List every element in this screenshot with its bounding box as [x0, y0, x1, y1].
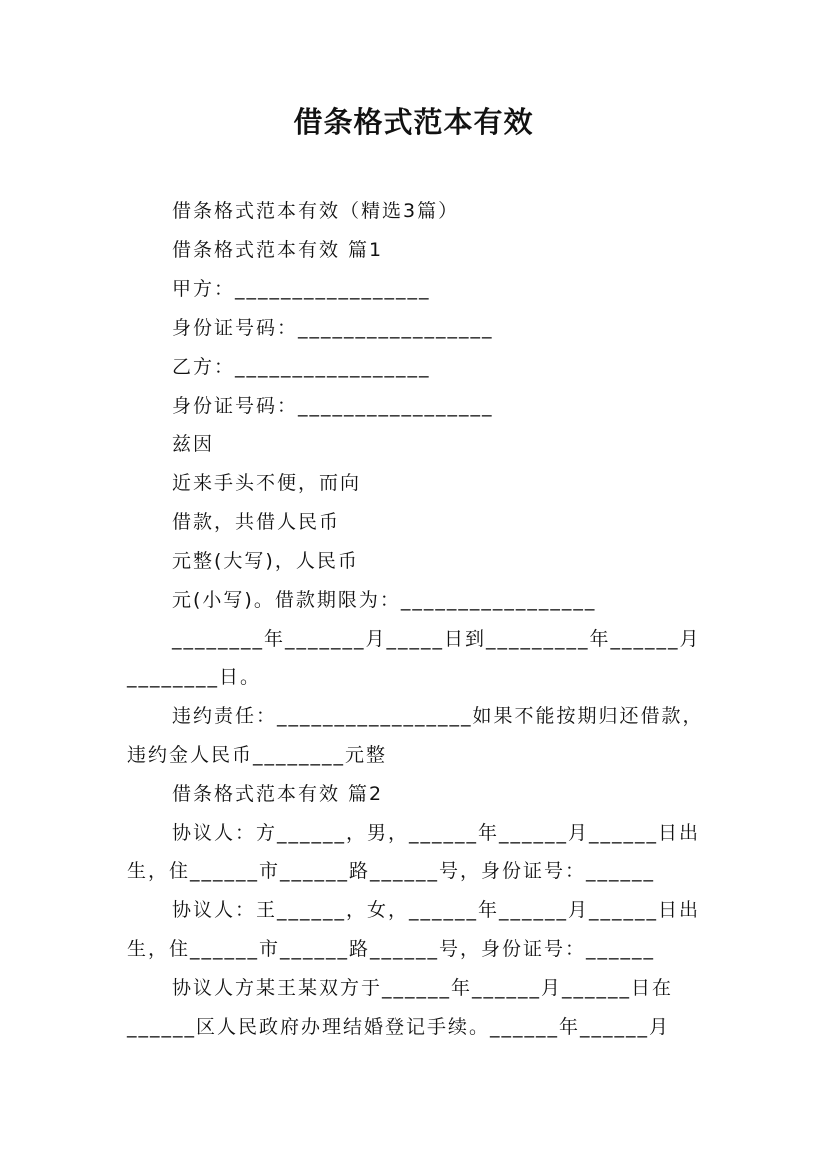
party-a-id-line: 身份证号码：_________________ — [172, 317, 494, 339]
date-range-line-cont: ________日。 — [127, 666, 262, 688]
body-line: 近来手头不便，而向 — [172, 472, 362, 494]
loan-term-line: 元(小写)。借款期限为：_________________ — [172, 589, 597, 611]
body-line: 兹因 — [172, 433, 215, 455]
marriage-line-cont: ______区人民政府办理结婚登记手续。______年______月 — [127, 1016, 671, 1038]
party-b-id-line: 身份证号码：_________________ — [172, 395, 494, 417]
party-line: 协议人：王______，女，______年______月______日出 — [172, 899, 701, 921]
section-heading-2: 借条格式范本有效 篇2 — [172, 783, 384, 805]
party-line-cont: 生，住______市______路______号，身份证号：______ — [127, 860, 656, 882]
body-line: 借款，共借人民币 — [172, 511, 341, 533]
marriage-line: 协议人方某王某双方于______年______月______日在 — [172, 977, 674, 999]
penalty-line: 违约金人民币________元整 — [127, 744, 388, 766]
party-line: 协议人：方______，男，______年______月______日出 — [172, 822, 701, 844]
party-line-cont: 生，住______市______路______号，身份证号：______ — [127, 938, 656, 960]
section-heading-1: 借条格式范本有效 篇1 — [172, 239, 384, 261]
liability-line: 违约责任：_________________如果不能按期归还借款， — [172, 705, 704, 727]
subtitle-line: 借条格式范本有效（精选3篇） — [172, 200, 460, 222]
party-a-line: 甲方：_________________ — [172, 278, 431, 300]
body-line: 元整(大写)，人民币 — [172, 550, 359, 572]
date-range-line: ________年_______月_____日到_________年______月 — [172, 628, 701, 650]
document-title: 借条格式范本有效 — [293, 105, 534, 139]
party-b-line: 乙方：_________________ — [172, 356, 431, 378]
